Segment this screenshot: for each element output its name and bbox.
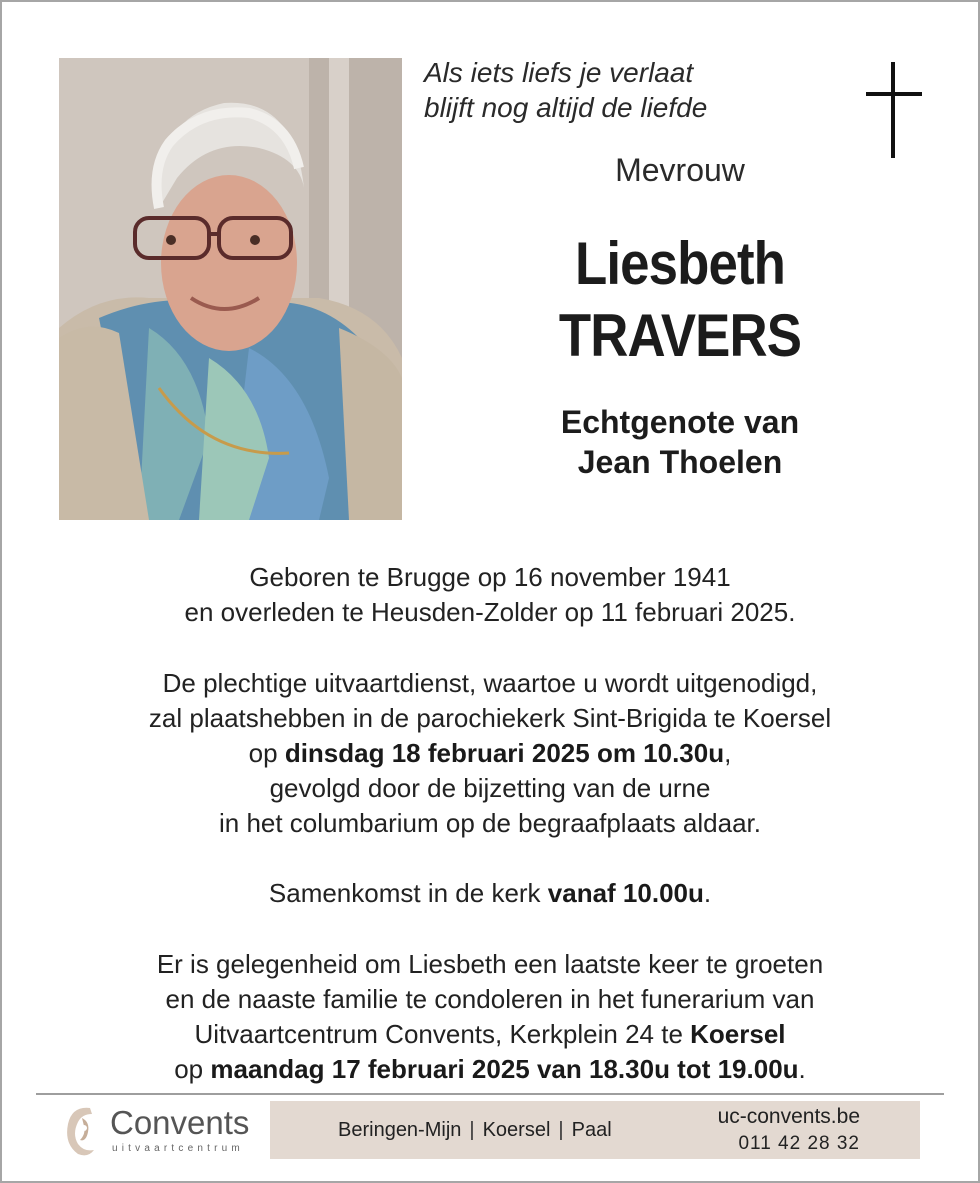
death-line: en overleden te Heusden-Zolder op 11 februari 2025. xyxy=(184,597,796,627)
spouse-line-2: Jean Thoelen xyxy=(577,444,783,480)
convents-logo xyxy=(60,1100,270,1160)
location-separator: | xyxy=(558,1119,564,1141)
salutation: Mevrouw xyxy=(615,152,745,188)
gathering-line xyxy=(40,876,940,911)
location-paal: Paal xyxy=(571,1119,612,1141)
service-paragraph xyxy=(40,666,940,841)
location-koersel: Koersel xyxy=(482,1119,551,1141)
deceased-name xyxy=(504,228,856,372)
viewing-line-4 xyxy=(40,1052,940,1087)
first-name: Liesbeth xyxy=(574,230,786,297)
gathering-paragraph xyxy=(40,876,940,911)
spouse-info xyxy=(480,402,880,482)
birth-line: Geboren te Brugge op 16 november 1941 xyxy=(249,562,731,592)
footer-contact-box xyxy=(270,1101,920,1159)
viewing-line-3 xyxy=(40,1017,940,1052)
quote-line-2: blijft nog altijd de liefde xyxy=(424,92,708,123)
portrait-photo xyxy=(59,58,402,520)
gathering-prefix: Samenkomst in de kerk xyxy=(268,878,548,908)
footer-divider xyxy=(36,1093,944,1095)
viewing-line-1: Er is gelegenheid om Liesbeth een laatste keer te groeten xyxy=(156,949,824,979)
service-line-1: De plechtige uitvaartdienst, waartoe u wordt uitgenodigd, xyxy=(162,668,818,698)
viewing-location: Uitvaartcentrum Convents, Kerkplein 24 te xyxy=(194,1019,691,1049)
footer-locations xyxy=(338,1119,612,1142)
service-date-suffix: , xyxy=(724,738,732,768)
quote-line-1: Als iets liefs je verlaat xyxy=(424,57,694,88)
service-date: dinsdag 18 februari 2025 om 10.30u xyxy=(284,738,725,768)
logo-subtitle: uitvaartcentrum xyxy=(112,1143,244,1154)
last-name: TRAVERS xyxy=(558,302,802,369)
memorial-quote xyxy=(424,55,707,125)
birth-death-paragraph xyxy=(40,560,940,630)
service-line-3 xyxy=(40,736,940,771)
spouse-line-1: Echtgenote van xyxy=(560,404,800,440)
phone-number[interactable]: 011 42 28 32 xyxy=(738,1133,860,1154)
viewing-line-2: en de naaste familie te condoleren in het funerarium van xyxy=(165,984,815,1014)
viewing-date-prefix: op xyxy=(174,1054,211,1084)
cross-icon xyxy=(866,62,922,158)
website-link[interactable]: uc-convents.be xyxy=(717,1105,860,1128)
convents-logo-icon xyxy=(62,1102,102,1158)
service-line-5: in het columbarium op de begraafplaats aldaar. xyxy=(218,808,761,838)
location-separator: | xyxy=(469,1119,475,1141)
viewing-date: maandag 17 februari 2025 van 18.30u tot 19.00u xyxy=(210,1054,799,1084)
viewing-date-suffix: . xyxy=(798,1054,806,1084)
service-line-4: gevolgd door de bijzetting van de urne xyxy=(269,773,711,803)
portrait-illustration xyxy=(59,58,402,520)
service-line-2: zal plaatshebben in de parochiekerk Sint-Brigida te Koersel xyxy=(148,703,832,733)
gathering-time: vanaf 10.00u xyxy=(547,878,704,908)
logo-name: Convents xyxy=(110,1104,250,1141)
location-beringen-mijn: Beringen-Mijn xyxy=(338,1119,462,1141)
service-date-prefix: op xyxy=(248,738,285,768)
viewing-paragraph xyxy=(40,947,940,1087)
gathering-suffix: . xyxy=(703,878,712,908)
viewing-town: Koersel xyxy=(690,1019,786,1049)
